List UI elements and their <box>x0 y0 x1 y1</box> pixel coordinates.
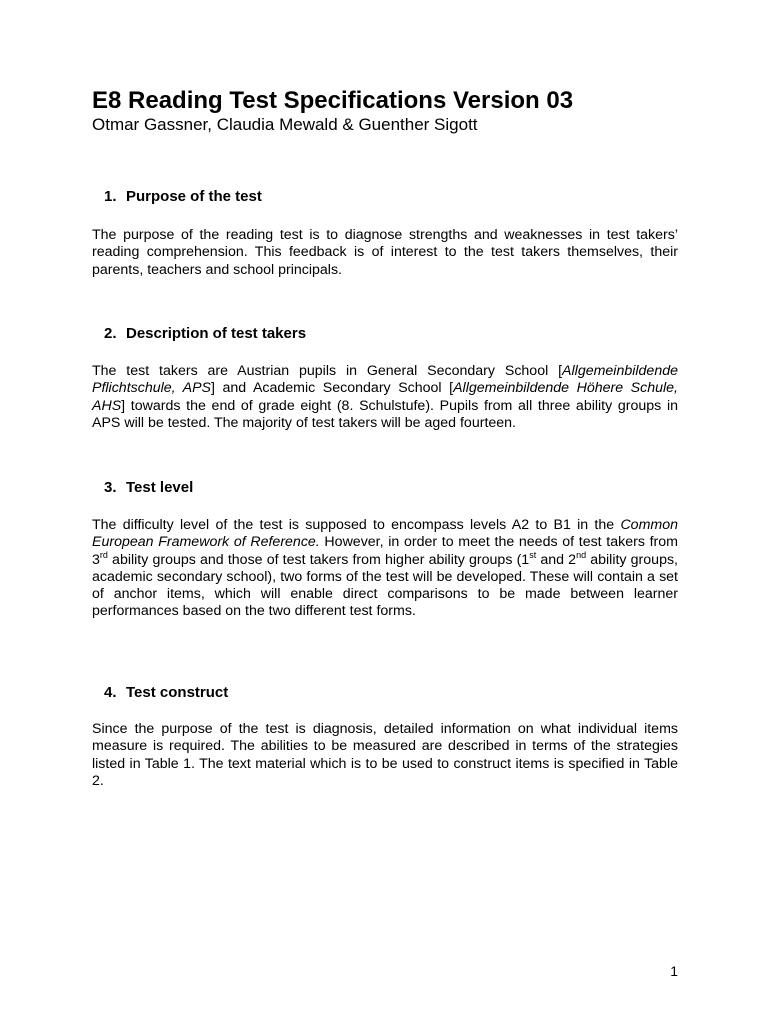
section-2-number: 2. <box>104 325 117 342</box>
section-1-paragraph: The purpose of the reading test is to diagnose strengths and weaknesses in test takers’ reading comprehension. This feedback is of interest to the test takers themselves, their parents, teachers and school principals. <box>92 227 678 278</box>
section-1-heading <box>104 187 262 207</box>
section-3-paragraph: The difficulty level of the test is supposed to encompass levels A2 to B1 in the Common European Framework of Reference. However, in order to meet the needs of test takers from 3rd ability groups and those of test takers from higher ability groups (1st and 2nd ability groups, academic secondary school), two forms of the test will be developed. These will contain a set of anchor items, which will enable direct comparisons to be made between learner performances based on the two different test forms. <box>92 517 678 620</box>
cefr-term: Common European Framework of Reference. <box>92 517 678 551</box>
ahs-term: Allgemeinbildende Höhere Schule, AHS <box>92 380 678 414</box>
section-2-paragraph: The test takers are Austrian pupils in General Secondary School [Allgemeinbildende Pflichtschule, APS] and Academic Secondary School [Allgemeinbildende Höhere Schule, AHS] towards the end of grade eight (8. Schulstufe). Pupils from all three ability groups in APS will be tested. The majority of test takers will be aged fourteen. <box>92 363 678 431</box>
document-title: E8 Reading Test Specifications Version 03 <box>92 87 574 114</box>
section-3-number: 3. <box>104 479 117 496</box>
section-2-heading <box>104 324 306 344</box>
section-4-title: Test construct <box>126 684 229 701</box>
section-1-number: 1. <box>104 188 117 205</box>
page-number: 1 <box>670 963 678 979</box>
section-3-heading <box>104 478 193 498</box>
section-2-title: Description of test takers <box>126 325 307 342</box>
document-authors: Otmar Gassner, Claudia Mewald & Guenther Sigott <box>92 115 478 134</box>
section-3-title: Test level <box>126 479 194 496</box>
section-4-heading <box>104 683 228 703</box>
section-4-number: 4. <box>104 684 117 701</box>
section-4-paragraph: Since the purpose of the test is diagnosis, detailed information on what individual items measure is required. The abilities to be measured are described in terms of the strategies listed in Table 1. The text material which is to be used to construct items is specified in Table 2. <box>92 721 678 789</box>
aps-term: Allgemeinbildende Pflichtschule, APS <box>92 363 678 397</box>
section-1-title: Purpose of the test <box>126 188 262 205</box>
